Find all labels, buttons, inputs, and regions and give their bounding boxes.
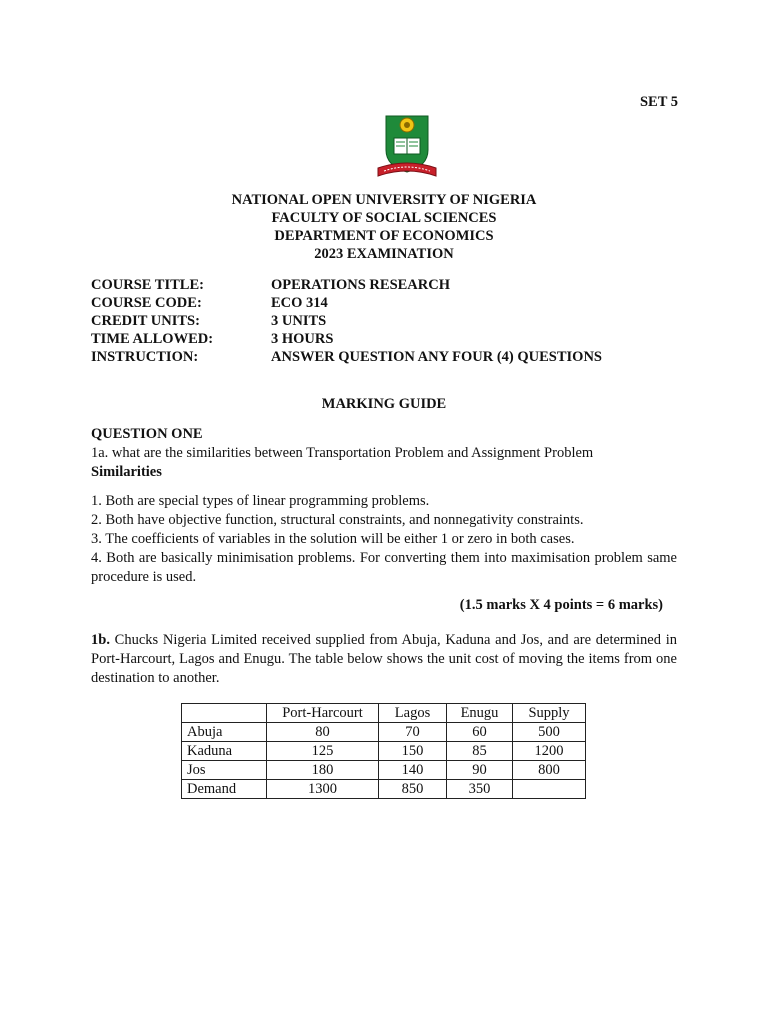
course-code-key: COURSE CODE: xyxy=(91,295,202,311)
exam-year: 2023 EXAMINATION xyxy=(314,246,454,262)
table-cell: 500 xyxy=(513,723,586,742)
table-cell: 80 xyxy=(267,723,379,742)
university-name: NATIONAL OPEN UNIVERSITY OF NIGERIA xyxy=(231,192,537,208)
table-cell: Demand xyxy=(182,780,267,799)
table-cell: Kaduna xyxy=(182,742,267,761)
department-name: DEPARTMENT OF ECONOMICS xyxy=(274,228,494,244)
similarities-list xyxy=(91,492,677,587)
course-title-key: COURSE TITLE: xyxy=(91,277,204,293)
table-header-cell: Enugu xyxy=(447,704,513,723)
table-cell: 850 xyxy=(379,780,447,799)
course-info-row xyxy=(91,330,602,348)
course-info-row xyxy=(91,276,602,294)
course-info-row xyxy=(91,294,602,312)
table-cell: Abuja xyxy=(182,723,267,742)
table-cell: 90 xyxy=(447,761,513,780)
question-1a-text: 1a. what are the similarities between Transportation Problem and Assignment Problem xyxy=(91,445,594,461)
question-title: QUESTION ONE xyxy=(91,426,203,442)
table-cell: 800 xyxy=(513,761,586,780)
table-row xyxy=(182,742,586,761)
table-cell: 85 xyxy=(447,742,513,761)
table-row xyxy=(182,761,586,780)
course-info-row xyxy=(91,312,602,330)
question-1b-body: Chucks Nigeria Limited received supplied from Abuja, Kaduna and Jos, and are determined in Port-Harcourt, Lagos and Enugu. The table below shows the unit cost of moving the items from one destination to another. xyxy=(91,632,677,686)
list-item: 1. Both are special types of linear programming problems. xyxy=(91,493,430,509)
marking-guide-title: MARKING GUIDE xyxy=(321,396,447,412)
transport-cost-table xyxy=(181,703,586,799)
course-code-value: ECO 314 xyxy=(271,295,328,311)
table-row xyxy=(182,723,586,742)
table-header-cell: Supply xyxy=(513,704,586,723)
list-item: 4. Both are basically minimisation problems. For converting them into maximisation problem same procedure is used. xyxy=(91,550,677,585)
table-cell: 150 xyxy=(379,742,447,761)
instruction-key: INSTRUCTION: xyxy=(91,349,199,365)
table-cell: 180 xyxy=(267,761,379,780)
table-cell: 1200 xyxy=(513,742,586,761)
question-one-section xyxy=(91,425,677,688)
table-cell: Jos xyxy=(182,761,267,780)
credit-units-value: 3 UNITS xyxy=(271,313,327,329)
table-cell: 1300 xyxy=(267,780,379,799)
set-label: SET 5 xyxy=(639,94,678,110)
credit-units-key: CREDIT UNITS: xyxy=(91,313,200,329)
course-title-value: OPERATIONS RESEARCH xyxy=(271,277,450,293)
exam-header xyxy=(0,191,768,263)
university-crest-icon xyxy=(374,114,440,182)
course-info xyxy=(91,276,602,366)
table-cell: 60 xyxy=(447,723,513,742)
table-cell: 140 xyxy=(379,761,447,780)
table-cell xyxy=(513,780,586,799)
table-header-row xyxy=(182,704,586,723)
question-1b-text xyxy=(91,631,677,688)
table-header-cell xyxy=(182,704,267,723)
instruction-value: ANSWER QUESTION ANY FOUR (4) QUESTIONS xyxy=(271,349,603,365)
table-cell: 70 xyxy=(379,723,447,742)
question-1b-label: 1b. xyxy=(91,632,110,648)
marks-allocation: (1.5 marks X 4 points = 6 marks) xyxy=(459,597,663,613)
course-info-row xyxy=(91,348,602,366)
table-cell: 125 xyxy=(267,742,379,761)
time-allowed-key: TIME ALLOWED: xyxy=(91,331,214,347)
list-item: 2. Both have objective function, structural constraints, and nonnegativity constraints. xyxy=(91,512,584,528)
similarities-heading: Similarities xyxy=(91,464,162,480)
table-cell: 350 xyxy=(447,780,513,799)
faculty-name: FACULTY OF SOCIAL SCIENCES xyxy=(271,210,497,226)
table-row xyxy=(182,780,586,799)
time-allowed-value: 3 HOURS xyxy=(271,331,334,347)
table-header-cell: Lagos xyxy=(379,704,447,723)
table-header-cell: Port-Harcourt xyxy=(267,704,379,723)
list-item: 3. The coefficients of variables in the solution will be either 1 or zero in both cases. xyxy=(91,531,575,547)
